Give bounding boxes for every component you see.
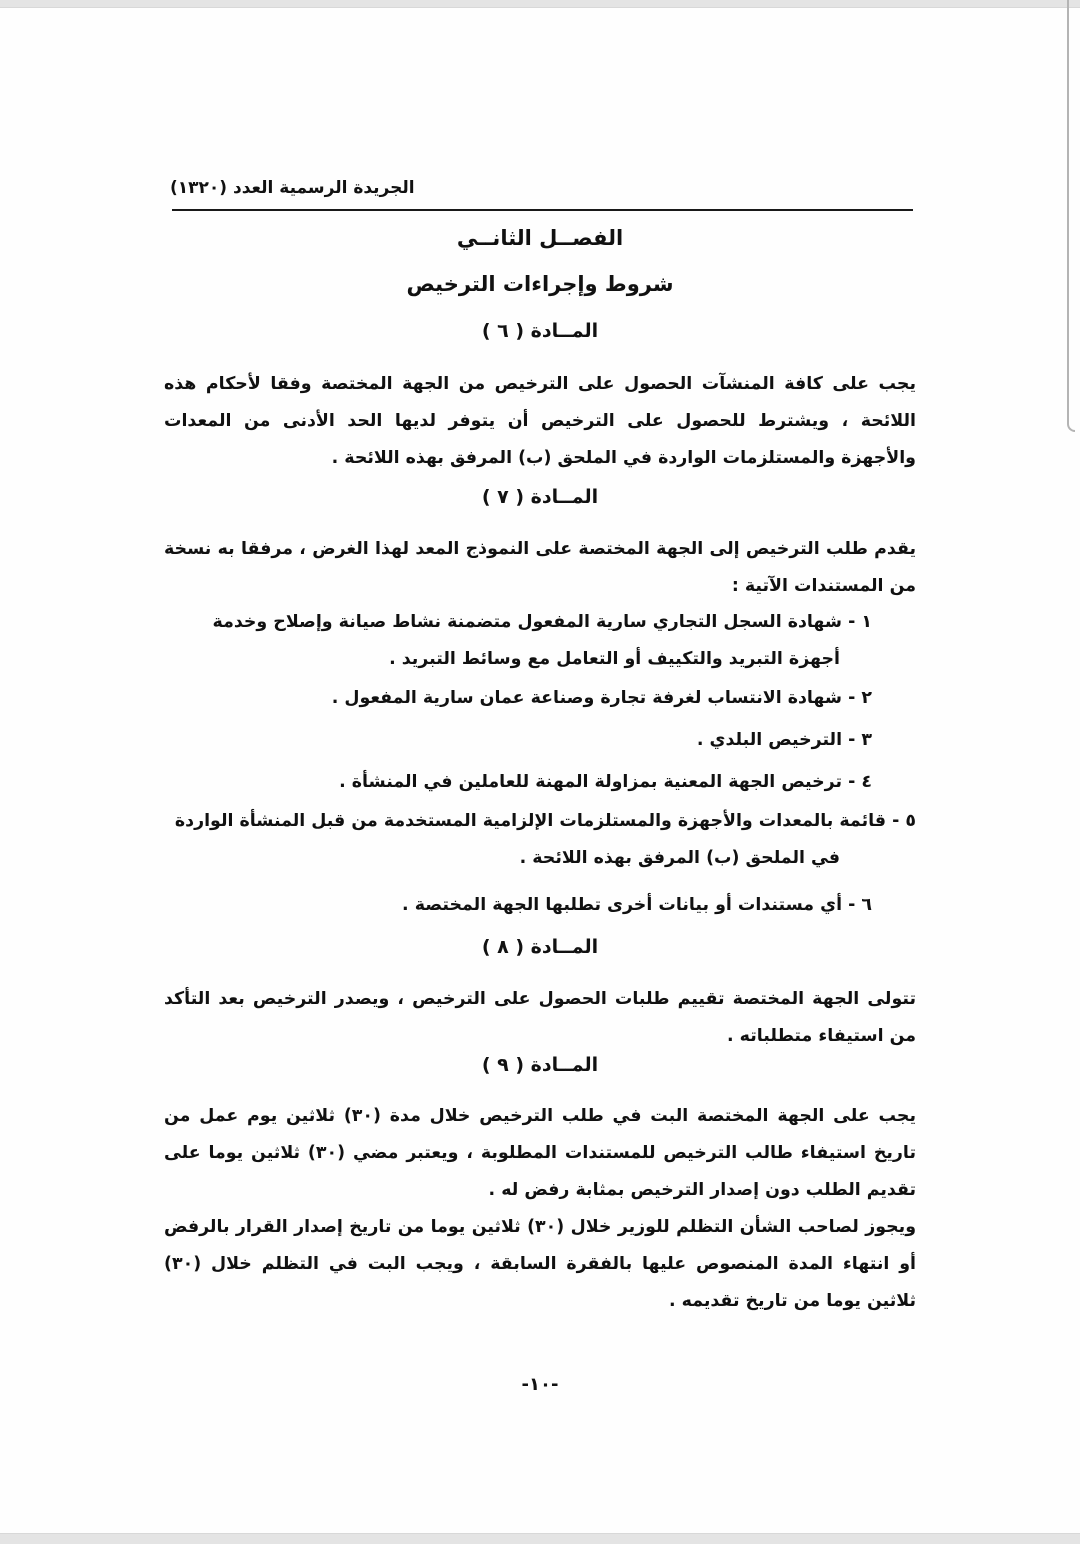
chapter-subtitle: شروط وإجراءات الترخيص bbox=[406, 272, 674, 296]
list-item bbox=[164, 604, 872, 678]
viewer-bottom-bar bbox=[0, 1533, 1080, 1544]
list-item-number: ١ - bbox=[848, 612, 872, 632]
article-heading: المــادة ( ٦ ) bbox=[481, 320, 599, 342]
page-number: -١٠- bbox=[521, 1374, 559, 1395]
list-item bbox=[164, 887, 872, 924]
list-item-number: ٣ - bbox=[848, 730, 872, 750]
chapter-title: الفصــل الثانــي bbox=[456, 226, 624, 250]
list-item-text: ترخيص الجهة المعنية بمزاولة المهنة للعاملين في المنشأة . bbox=[339, 772, 843, 792]
article-paragraph: يجب على الجهة المختصة البت في طلب الترخيص خلال مدة (٣٠) ثلاثين يوم عمل من تاريخ استيفاء طالب الترخيص للمستندات المطلوبة ، ويعتبر مضي (٣٠) ثلاثين يوما على تقديم الطلب دون إصدار الترخيص بمثابة رفض له . bbox=[164, 1106, 916, 1200]
list-item-text: شهادة السجل التجاري سارية المفعول متضمنة نشاط صيانة وإصلاح وخدمة bbox=[212, 612, 843, 632]
list-item bbox=[164, 764, 872, 801]
list-item-text: الترخيص البلدي . bbox=[696, 730, 843, 750]
list-item-continuation: أجهزة التبريد والتكييف أو التعامل مع وسائط التبريد . bbox=[389, 649, 840, 669]
list-item-text: أي مستندات أو بيانات أخرى تطلبها الجهة المختصة . bbox=[402, 895, 843, 915]
article-paragraph: ويجوز لصاحب الشأن التظلم للوزير خلال (٣٠) ثلاثين يوما من تاريخ إصدار القرار بالرفض أو انتهاء المدة المنصوص عليها بالفقرة السابقة ، ويجب البت في التظلم خلال (٣٠) ثلاثين يوما من تاريخ تقديمه . bbox=[164, 1217, 917, 1311]
running-header: الجريدة الرسمية العدد (١٣٢٠) bbox=[170, 178, 415, 198]
list-item-continuation: في الملحق (ب) المرفق بهذه اللائحة . bbox=[519, 848, 840, 868]
article-heading: المــادة ( ٨ ) bbox=[481, 936, 599, 958]
page-edge-curl bbox=[1067, 0, 1075, 432]
list-item-number: ٢ - bbox=[848, 688, 872, 708]
list-item bbox=[164, 803, 916, 877]
article-heading: المــادة ( ٧ ) bbox=[481, 486, 599, 508]
list-item-number: ٤ - bbox=[848, 772, 872, 792]
list-item-number: ٥ - bbox=[892, 811, 916, 831]
article-heading: المــادة ( ٩ ) bbox=[481, 1054, 599, 1076]
list-item-number: ٦ - bbox=[848, 895, 872, 915]
list-item-text: شهادة الانتساب لغرفة تجارة وصناعة عمان سارية المفعول . bbox=[331, 688, 843, 708]
article-paragraph: يجب على كافة المنشآت الحصول على الترخيص من الجهة المختصة وفقا لأحكام هذه اللائحة ، ويشترط للحصول على الترخيص أن يتوفر لديها الحد الأدنى من المعدات والأجهزة والمستلزمات الواردة في الملحق (ب) المرفق بهذه اللائحة . bbox=[164, 374, 916, 468]
list-item bbox=[164, 722, 872, 759]
document-page bbox=[164, 0, 916, 1543]
article-paragraph: تتولى الجهة المختصة تقييم طلبات الحصول على الترخيص ، ويصدر الترخيص بعد التأكد من استيفاء متطلباته . bbox=[164, 989, 916, 1046]
header-rule bbox=[172, 209, 913, 211]
list-item bbox=[164, 680, 872, 717]
list-item-text: قائمة بالمعدات والأجهزة والمستلزمات الإلزامية المستخدمة من قبل المنشأة الواردة bbox=[174, 811, 887, 831]
article-paragraph: يقدم طلب الترخيص إلى الجهة المختصة على النموذج المعد لهذا الغرض ، مرفقا به نسخة من المستندات الآتية : bbox=[164, 539, 916, 596]
